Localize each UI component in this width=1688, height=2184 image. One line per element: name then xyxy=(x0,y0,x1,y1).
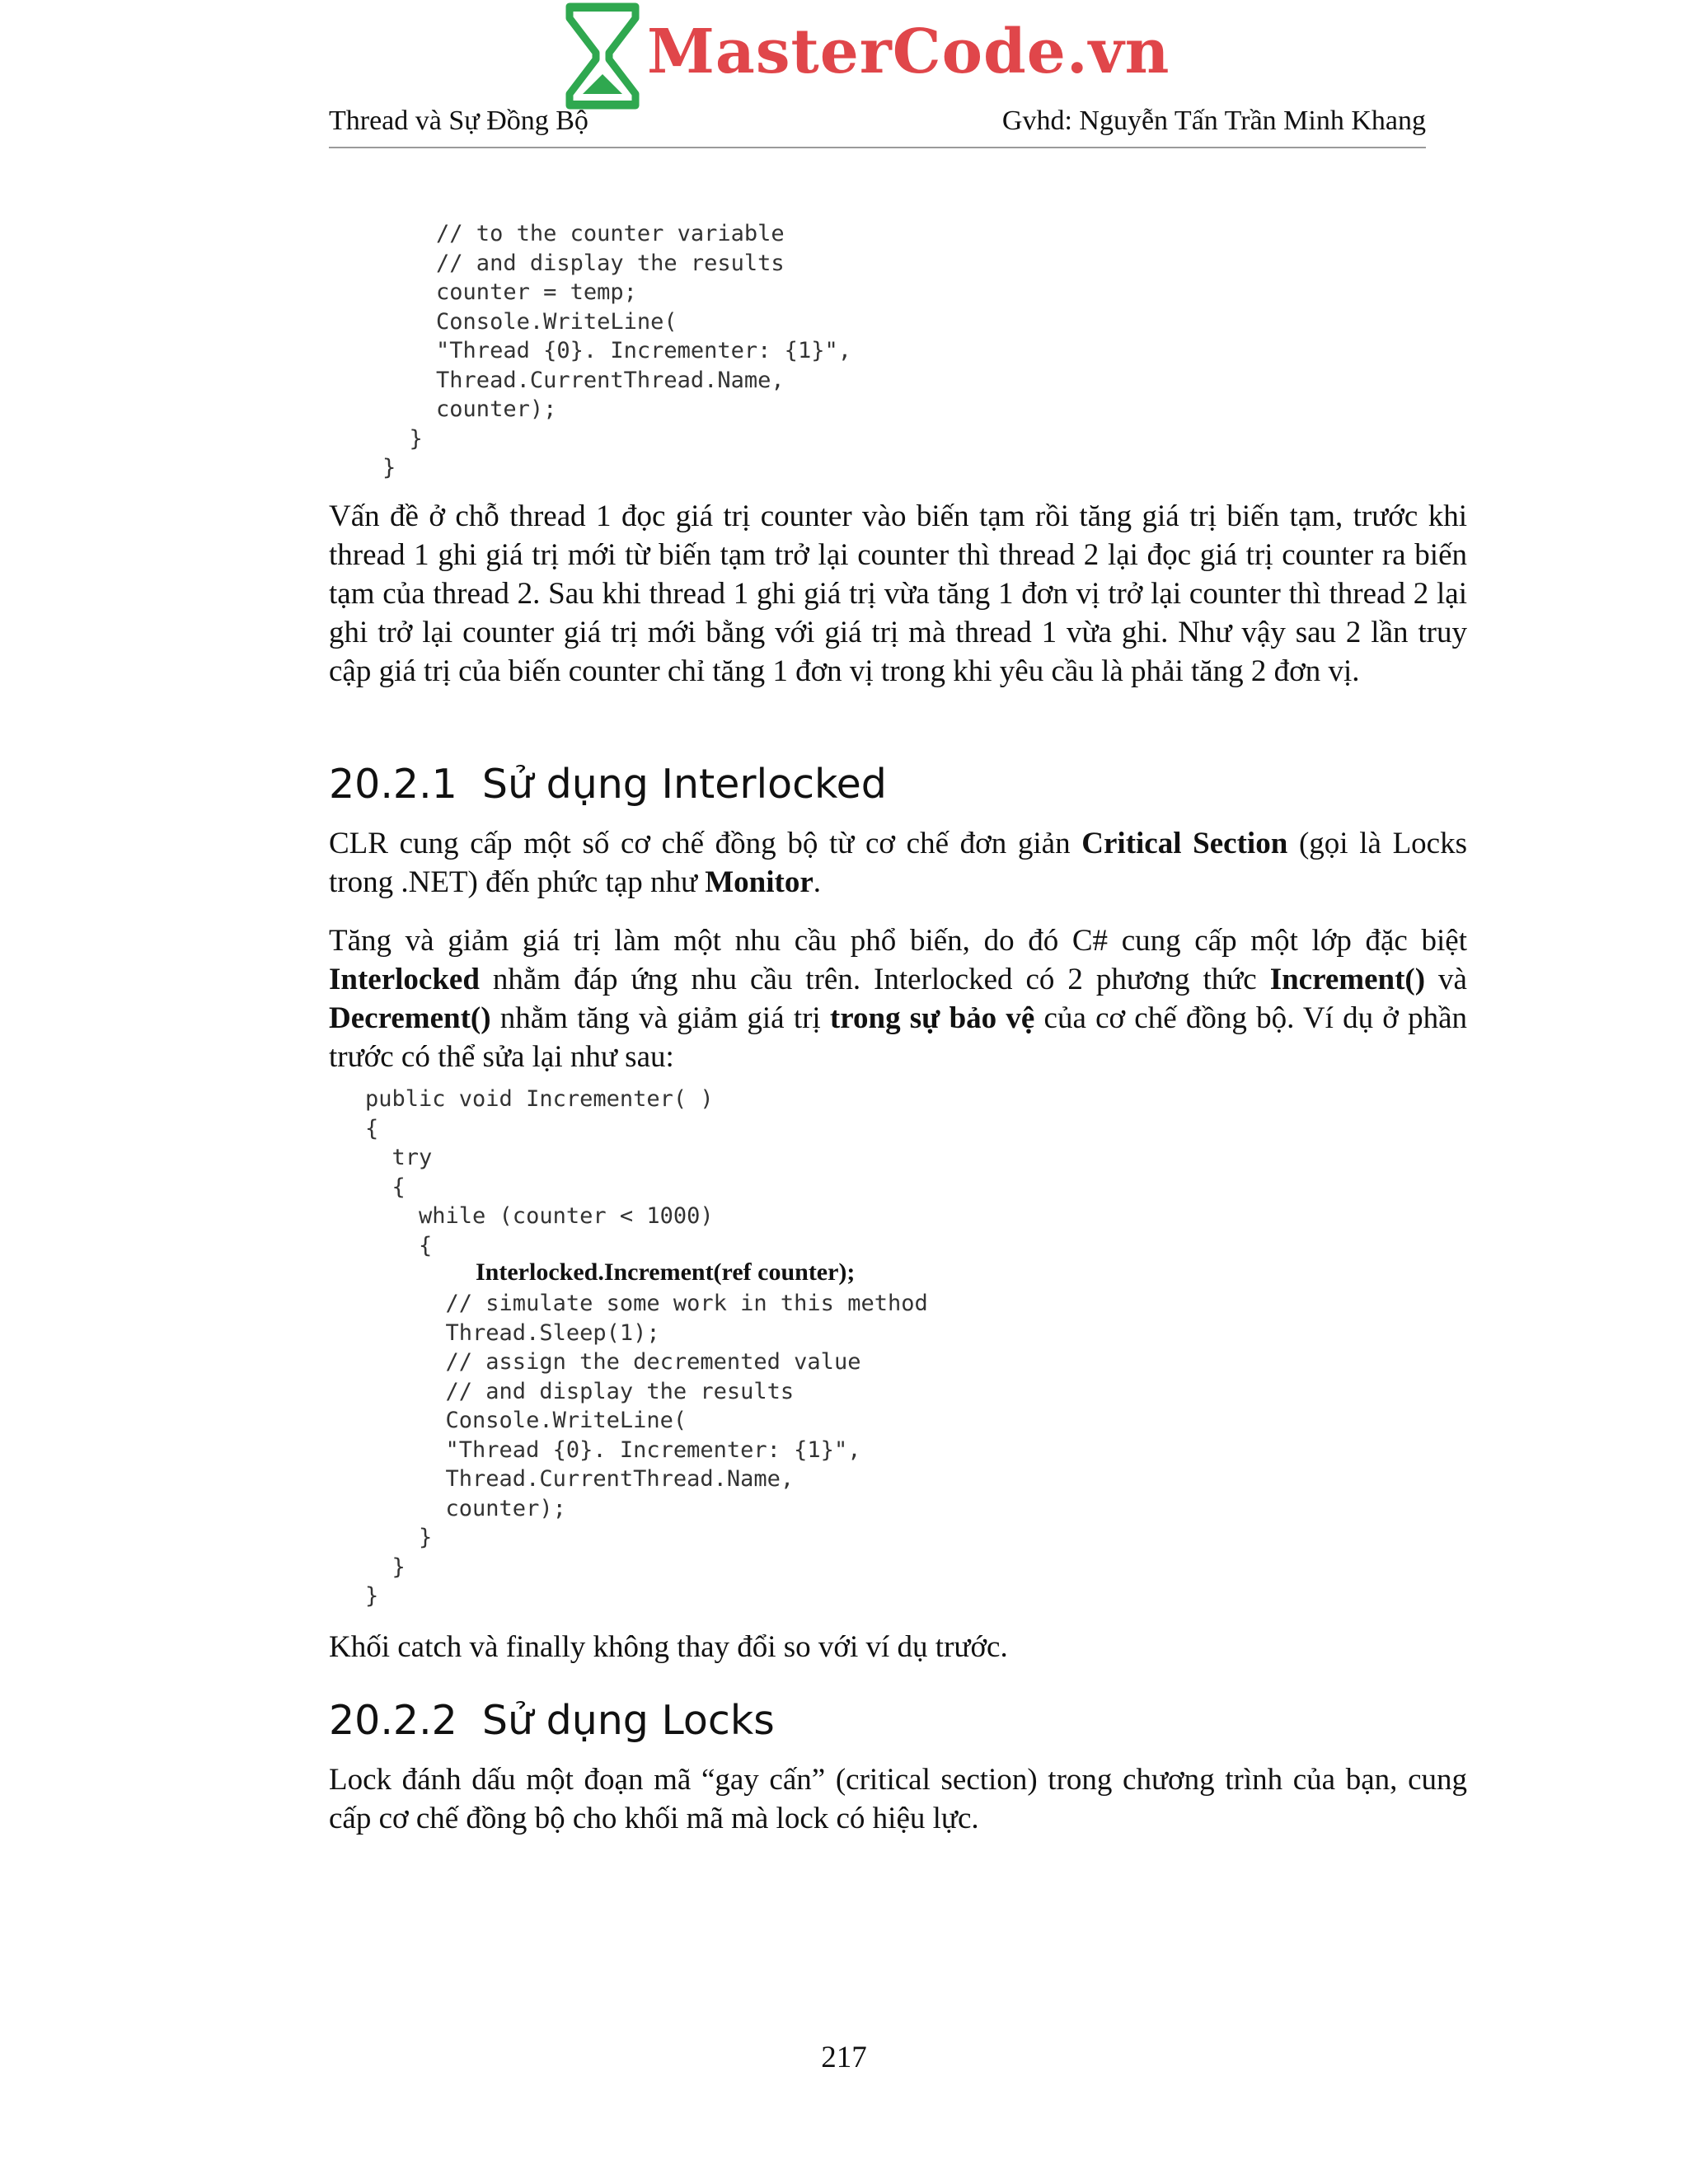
section-heading-interlocked xyxy=(329,760,887,809)
code-block-1: // to the counter variable // and display the results counter = temp; Console.WriteLine( "Thread {0}. Incrementer: {1}", Thread.CurrentThread.Name, counter); } } xyxy=(382,221,851,480)
brand-name: MasterCode.vn xyxy=(647,16,1170,87)
paragraph-catch-finally: Khối catch và finally không thay đổi so với ví dụ trước. xyxy=(329,1630,1008,1664)
text-run: của cơ chế đồng bộ. Ví dụ ở phần trước có thể sửa lại như sau: xyxy=(329,1001,1467,1074)
paragraph-lock-description: Lock đánh dấu một đoạn mã “gay cấn” (critical section) trong chương trình của bạn, cung cấp cơ chế đồng bộ cho khối mã mà lock có hiệu lực. xyxy=(329,1763,1467,1835)
section-title: Sử dụng Interlocked xyxy=(481,761,887,808)
header-author: Gvhd: Nguyễn Tấn Trần Minh Khang xyxy=(1001,105,1426,136)
bold-term: trong sự bảo vệ xyxy=(829,1001,1035,1035)
code-block-2-top: public void Incrementer( ) { try { while (counter < 1000) { xyxy=(365,1086,714,1258)
section-number: 20.2.1 xyxy=(329,761,457,808)
text-run: nhằm đáp ứng nhu cầu trên. Interlocked có 2 phương thức xyxy=(479,963,1270,996)
header-chapter-title: Thread và Sự Đồng Bộ xyxy=(329,105,588,136)
text-run: nhằm tăng và giảm giá trị xyxy=(490,1001,830,1035)
section-heading-locks xyxy=(329,1696,775,1746)
page-number: 217 xyxy=(821,2041,867,2074)
text-run: . xyxy=(813,865,822,899)
text-run: CLR cung cấp một số cơ chế đồng bộ từ cơ chế đơn giản xyxy=(329,827,1082,860)
bold-term: Interlocked xyxy=(329,963,480,996)
running-header xyxy=(329,105,1426,148)
paragraph-interlocked-class xyxy=(329,921,1467,1076)
bold-term: Critical Section xyxy=(1081,827,1288,860)
bold-term: Increment() xyxy=(1269,963,1426,996)
paragraph-race-condition: Vấn đề ở chỗ thread 1 đọc giá trị counter vào biến tạm rồi tăng giá trị biến tạm, trước khi thread 1 ghi giá trị mới từ biến tạm trở lại counter thì thread 2 lại đọc giá trị counter ra biến tạm của thread 2. Sau khi thread 1 ghi giá trị vừa tăng 1 đơn vị trở lại counter thì thread 2 lại ghi trở lại counter giá trị mới bằng với giá trị mà thread 1 vừa ghi. Như vậy sau 2 lần truy cập giá trị của biến counter chỉ tăng 1 đơn vị trong khi yêu cầu là phải tăng 2 đơn vị. xyxy=(329,499,1467,688)
bold-term: Decrement() xyxy=(329,1001,491,1035)
paragraph-clr-sync xyxy=(329,824,1467,902)
bold-term: Monitor xyxy=(705,865,814,899)
section-number: 20.2.2 xyxy=(329,1697,457,1744)
section-title: Sử dụng Locks xyxy=(481,1697,775,1744)
text-run: và xyxy=(1425,963,1467,996)
code-block-2-bottom: // simulate some work in this method Thread.Sleep(1); // assign the decremented value // and display the results Console.WriteLine( "Thread {0}. Incrementer: {1}", Thread.CurrentThread.Name, counter); } } } xyxy=(365,1291,928,1609)
code-block-2-highlighted-line: Interlocked.Increment(ref counter); xyxy=(476,1258,856,1286)
text-run: (gọi là Locks trong .NET) đến phức tạp như xyxy=(329,827,1468,899)
text-run: Tăng và giảm giá trị làm một nhu cầu phổ biến, do đó C# cung cấp một lớp đặc biệt xyxy=(329,924,1467,958)
hourglass-icon xyxy=(563,2,642,110)
